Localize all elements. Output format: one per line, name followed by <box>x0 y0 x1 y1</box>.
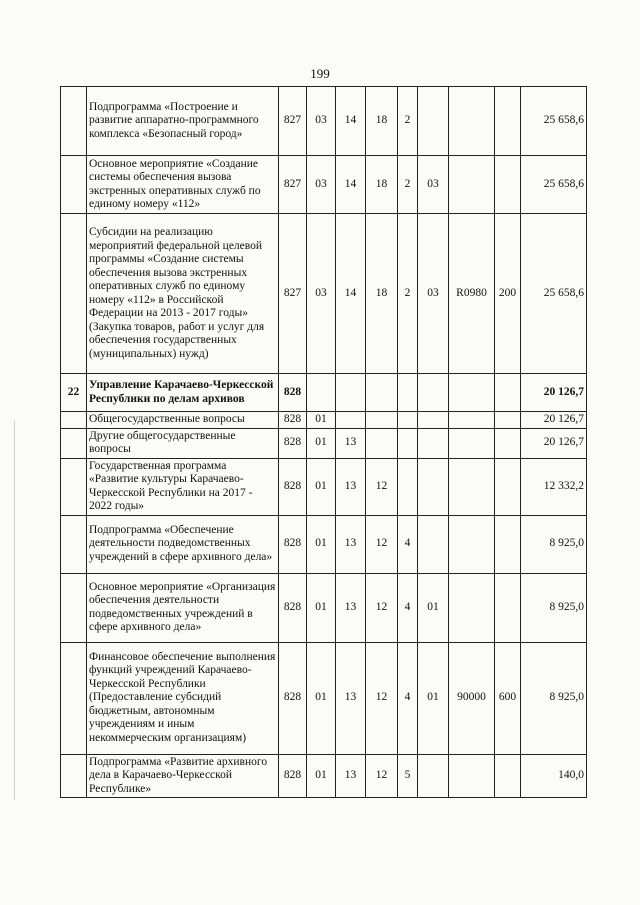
amount: 8 925,0 <box>521 573 587 642</box>
program-code: 12 <box>366 573 398 642</box>
subprogram-code: 4 <box>398 515 418 573</box>
subsection-code: 14 <box>336 87 366 156</box>
direction-code: R0980 <box>449 214 495 374</box>
row-name: Подпрограмма «Обеспечение деятельности подведомственных учреждений в сфере архивного дела» <box>87 515 279 573</box>
expense-type-code: 600 <box>495 642 521 754</box>
row-number <box>61 458 87 515</box>
section-code: 01 <box>307 428 336 458</box>
row-name: Общегосударственные вопросы <box>87 412 279 429</box>
activity-code: 01 <box>418 642 449 754</box>
expense-type-code <box>495 515 521 573</box>
section-code: 03 <box>307 87 336 156</box>
direction-code <box>449 87 495 156</box>
section-code: 01 <box>307 515 336 573</box>
amount: 8 925,0 <box>521 642 587 754</box>
expense-type-code: 200 <box>495 214 521 374</box>
table-row <box>61 515 587 573</box>
ved-code: 828 <box>279 458 307 515</box>
row-name: Субсидии на реализацию мероприятий федеральной целевой программы «Создание системы обеспечения вызова экстренных оперативных служб по единому номеру «112» в Российской Федерации на 2013 - 2017 годы» (Закупка товаров, работ и услуг для обеспечения государственных (муниципальных) нужд) <box>87 214 279 374</box>
table-row <box>61 214 587 374</box>
subsection-code <box>336 412 366 429</box>
ved-code: 828 <box>279 412 307 429</box>
row-number <box>61 214 87 374</box>
row-number <box>61 573 87 642</box>
row-name: Управление Карачаево-Черкесской Республики по делам архивов <box>87 374 279 412</box>
table-row <box>61 754 587 798</box>
section-code: 03 <box>307 214 336 374</box>
amount: 140,0 <box>521 754 587 798</box>
expense-type-code <box>495 428 521 458</box>
expense-type-code <box>495 754 521 798</box>
activity-code <box>418 754 449 798</box>
subprogram-code: 4 <box>398 573 418 642</box>
ved-code: 828 <box>279 428 307 458</box>
row-name: Основное мероприятие «Создание системы обеспечения вызова экстренных оперативных служб по единому номеру «112» <box>87 156 279 214</box>
table-row <box>61 156 587 214</box>
direction-code: 90000 <box>449 642 495 754</box>
amount: 25 658,6 <box>521 156 587 214</box>
subprogram-code: 2 <box>398 214 418 374</box>
row-name: Другие общегосударственные вопросы <box>87 428 279 458</box>
budget-table <box>60 86 587 798</box>
expense-type-code <box>495 573 521 642</box>
table-row <box>61 573 587 642</box>
activity-code: 03 <box>418 214 449 374</box>
direction-code <box>449 412 495 429</box>
direction-code <box>449 374 495 412</box>
row-name: Государственная программа «Развитие культуры Карачаево-Черкесской Республики на 2017 - 2022 годы» <box>87 458 279 515</box>
section-code: 01 <box>307 573 336 642</box>
table-row <box>61 428 587 458</box>
amount: 20 126,7 <box>521 412 587 429</box>
program-code: 12 <box>366 515 398 573</box>
subsection-code: 14 <box>336 156 366 214</box>
ved-code: 828 <box>279 754 307 798</box>
amount: 20 126,7 <box>521 428 587 458</box>
program-code <box>366 374 398 412</box>
activity-code <box>418 515 449 573</box>
direction-code <box>449 156 495 214</box>
table-row <box>61 374 587 412</box>
amount: 25 658,6 <box>521 214 587 374</box>
ved-code: 828 <box>279 573 307 642</box>
ved-code: 828 <box>279 515 307 573</box>
table-row <box>61 642 587 754</box>
subsection-code: 13 <box>336 458 366 515</box>
expense-type-code <box>495 156 521 214</box>
expense-type-code <box>495 412 521 429</box>
subprogram-code <box>398 458 418 515</box>
subsection-code: 13 <box>336 754 366 798</box>
page-number: 199 <box>310 66 330 81</box>
section-code: 03 <box>307 156 336 214</box>
program-code: 12 <box>366 458 398 515</box>
subsection-code: 13 <box>336 573 366 642</box>
subsection-code <box>336 374 366 412</box>
program-code <box>366 428 398 458</box>
expense-type-code <box>495 87 521 156</box>
program-code: 12 <box>366 754 398 798</box>
program-code: 18 <box>366 214 398 374</box>
table-row <box>61 87 587 156</box>
row-number <box>61 87 87 156</box>
section-code <box>307 374 336 412</box>
subprogram-code: 2 <box>398 87 418 156</box>
subsection-code: 13 <box>336 515 366 573</box>
row-name: Финансовое обеспечение выполнения функций учреждений Карачаево-Черкесской Республики (Предоставление субсидий бюджетным, автономным учреждениям и иным некоммерческим организациям) <box>87 642 279 754</box>
ved-code: 827 <box>279 214 307 374</box>
ved-code: 827 <box>279 156 307 214</box>
program-code: 18 <box>366 156 398 214</box>
activity-code <box>418 428 449 458</box>
subprogram-code: 2 <box>398 156 418 214</box>
direction-code <box>449 428 495 458</box>
ved-code: 827 <box>279 87 307 156</box>
activity-code: 03 <box>418 156 449 214</box>
expense-type-code <box>495 374 521 412</box>
row-name: Подпрограмма «Развитие архивного дела в Карачаево-Черкесской Республике» <box>87 754 279 798</box>
amount: 12 332,2 <box>521 458 587 515</box>
activity-code <box>418 458 449 515</box>
row-number <box>61 754 87 798</box>
subprogram-code: 4 <box>398 642 418 754</box>
subsection-code: 14 <box>336 214 366 374</box>
row-number <box>61 642 87 754</box>
amount: 20 126,7 <box>521 374 587 412</box>
row-number <box>61 428 87 458</box>
section-code: 01 <box>307 412 336 429</box>
amount: 25 658,6 <box>521 87 587 156</box>
row-name: Основное мероприятие «Организация обеспечения деятельности подведомственных учреждений в сфере архивного дела» <box>87 573 279 642</box>
direction-code <box>449 754 495 798</box>
section-code: 01 <box>307 458 336 515</box>
subprogram-code <box>398 428 418 458</box>
amount: 8 925,0 <box>521 515 587 573</box>
activity-code: 01 <box>418 573 449 642</box>
program-code <box>366 412 398 429</box>
row-number: 22 <box>61 374 87 412</box>
program-code: 18 <box>366 87 398 156</box>
row-number <box>61 412 87 429</box>
program-code: 12 <box>366 642 398 754</box>
ved-code: 828 <box>279 374 307 412</box>
direction-code <box>449 573 495 642</box>
subprogram-code <box>398 374 418 412</box>
table-row <box>61 412 587 429</box>
activity-code <box>418 87 449 156</box>
subprogram-code <box>398 412 418 429</box>
subprogram-code: 5 <box>398 754 418 798</box>
row-name: Подпрограмма «Построение и развитие аппаратно-программного комплекса «Безопасный город» <box>87 87 279 156</box>
row-number <box>61 515 87 573</box>
expense-type-code <box>495 458 521 515</box>
direction-code <box>449 458 495 515</box>
section-code: 01 <box>307 642 336 754</box>
activity-code <box>418 412 449 429</box>
direction-code <box>449 515 495 573</box>
table-row <box>61 458 587 515</box>
section-code: 01 <box>307 754 336 798</box>
subsection-code: 13 <box>336 642 366 754</box>
row-number <box>61 156 87 214</box>
subsection-code: 13 <box>336 428 366 458</box>
scan-edge-line <box>14 420 15 800</box>
activity-code <box>418 374 449 412</box>
ved-code: 828 <box>279 642 307 754</box>
